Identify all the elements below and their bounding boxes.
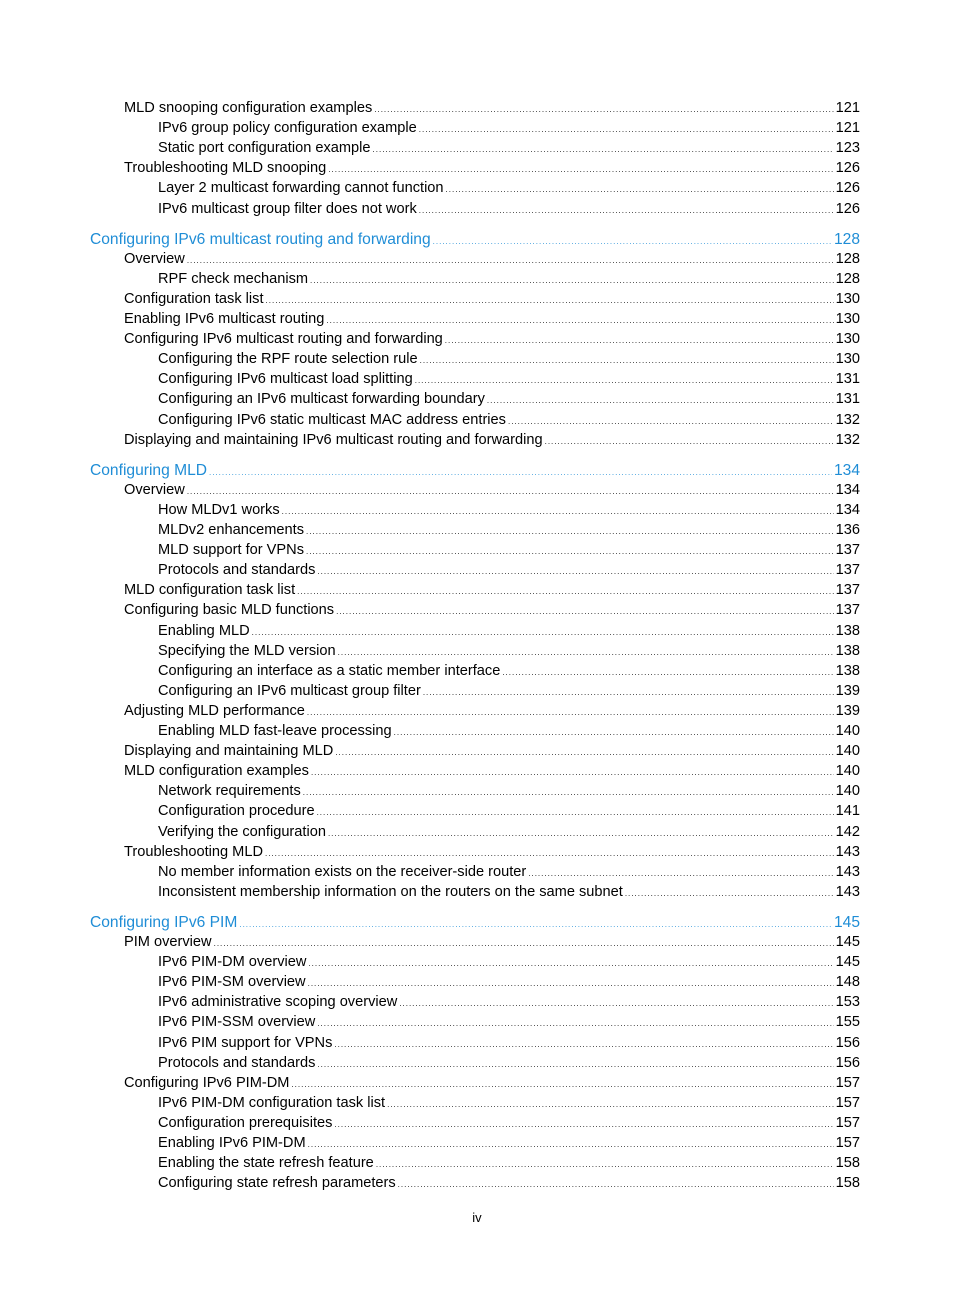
- toc-entry-page-number[interactable]: 156: [835, 1054, 860, 1071]
- toc-entry-page-number[interactable]: 123: [835, 140, 860, 157]
- toc-entry-page-number[interactable]: 158: [835, 1175, 860, 1192]
- toc-entry-title[interactable]: Configuring MLD: [90, 461, 208, 479]
- toc-chapter-entry[interactable]: [90, 914, 860, 932]
- dot-leader: [336, 607, 834, 616]
- toc-entry-page-number[interactable]: 143: [835, 883, 860, 900]
- toc-entry[interactable]: [158, 974, 860, 990]
- dot-leader: [419, 206, 834, 215]
- toc-entry-title[interactable]: MLD configuration task list: [124, 582, 296, 599]
- dot-leader: [338, 648, 834, 657]
- toc-entry-title[interactable]: How MLDv1 works: [158, 501, 280, 518]
- toc-entry-title[interactable]: Configuring IPv6 PIM: [90, 913, 238, 931]
- toc-entry-title[interactable]: Configuring IPv6 PIM-DM: [124, 1074, 290, 1091]
- toc-entry[interactable]: [158, 623, 860, 639]
- toc-entry[interactable]: [124, 1075, 860, 1091]
- toc-entry-page-number[interactable]: 143: [835, 843, 860, 860]
- toc-entry-page-number[interactable]: 140: [835, 723, 860, 739]
- toc-entry-page-number[interactable]: 155: [835, 1014, 860, 1031]
- toc-entry-title[interactable]: Enabling IPv6 PIM-DM: [158, 1135, 306, 1151]
- toc-entry[interactable]: [158, 1175, 860, 1191]
- toc-entry-title[interactable]: Inconsistent membership information on the routers on the same subnet: [158, 883, 623, 900]
- toc-entry-page-number[interactable]: 136: [835, 522, 860, 538]
- toc-entry-title[interactable]: Configuring basic MLD functions: [124, 602, 335, 619]
- toc-entry-title[interactable]: IPv6 administrative scoping overview: [158, 994, 398, 1011]
- dot-leader: [445, 336, 834, 345]
- toc-entry[interactable]: [158, 954, 860, 970]
- dot-leader: [328, 829, 834, 838]
- toc-entry[interactable]: [124, 934, 860, 950]
- toc-entry[interactable]: [158, 783, 860, 799]
- toc-entry-page-number[interactable]: 126: [835, 180, 860, 197]
- toc-entry[interactable]: [158, 1135, 860, 1151]
- toc-entry-page-number[interactable]: 139: [835, 702, 860, 719]
- toc-entry[interactable]: [158, 723, 860, 739]
- toc-entry-page-number[interactable]: 137: [835, 562, 860, 579]
- toc-entry-title[interactable]: No member information exists on the receiver-side router: [158, 863, 527, 880]
- toc-entry-page-number[interactable]: 141: [835, 803, 860, 820]
- dot-leader: [214, 939, 834, 948]
- dot-leader: [487, 396, 834, 405]
- dot-leader: [307, 708, 834, 717]
- toc-entry-title[interactable]: Displaying and maintaining IPv6 multicast routing and forwarding: [124, 431, 543, 448]
- toc-entry-title[interactable]: Protocols and standards: [158, 1054, 316, 1071]
- toc-entry[interactable]: [158, 864, 860, 880]
- toc-entry-title[interactable]: Overview: [124, 481, 185, 498]
- toc-entry-title[interactable]: Configuring IPv6 multicast routing and forwarding: [124, 331, 443, 348]
- toc-entry-page-number[interactable]: 140: [835, 763, 860, 780]
- toc-entry-title[interactable]: Configuration task list: [124, 290, 264, 307]
- toc-entry-title[interactable]: MLD support for VPNs: [158, 542, 304, 559]
- toc-entry-page-number[interactable]: 138: [835, 662, 860, 679]
- toc-entry[interactable]: [158, 1035, 860, 1051]
- toc-entry-title[interactable]: RPF check mechanism: [158, 270, 309, 287]
- toc-entry-page-number[interactable]: 140: [835, 743, 860, 760]
- dot-leader: [311, 768, 834, 777]
- dot-leader: [317, 567, 833, 576]
- toc-entry-title[interactable]: Configuring IPv6 multicast load splitting: [158, 371, 413, 388]
- toc-entry-title[interactable]: Overview: [124, 250, 185, 267]
- toc-entry-page-number[interactable]: 132: [835, 411, 860, 428]
- toc-entry-title[interactable]: PIM overview: [124, 934, 212, 950]
- dot-leader: [502, 668, 833, 677]
- toc-entry-page-number[interactable]: 138: [835, 622, 860, 639]
- toc-entry-title[interactable]: IPv6 PIM-DM overview: [158, 954, 307, 971]
- dot-leader: [446, 185, 834, 194]
- toc-entry-title[interactable]: Enabling IPv6 multicast routing: [124, 311, 325, 327]
- toc-chapter-entry[interactable]: [90, 231, 860, 249]
- dot-leader: [528, 869, 833, 878]
- toc-entry-page-number[interactable]: 137: [835, 542, 860, 559]
- dot-leader: [266, 296, 834, 305]
- toc-entry-title[interactable]: MLDv2 enhancements: [158, 522, 305, 538]
- dot-leader: [419, 125, 834, 134]
- toc-entry-page-number[interactable]: 134: [833, 461, 860, 479]
- toc-entry-page-number[interactable]: 134: [835, 481, 860, 498]
- toc-entry-title[interactable]: Configuration procedure: [158, 803, 315, 820]
- toc-entry[interactable]: [158, 824, 860, 840]
- dot-leader: [209, 468, 832, 477]
- toc-entry[interactable]: [124, 482, 860, 498]
- dot-leader: [252, 628, 834, 637]
- toc-entry[interactable]: [124, 602, 860, 618]
- toc-entry-page-number[interactable]: 139: [835, 682, 860, 699]
- toc-entry[interactable]: [124, 251, 860, 267]
- dot-leader: [374, 105, 833, 114]
- dot-leader: [306, 547, 834, 556]
- dot-leader: [291, 1080, 833, 1089]
- toc-entry-page-number[interactable]: 137: [835, 602, 860, 619]
- toc-entry-page-number[interactable]: 132: [835, 431, 860, 448]
- toc-entry[interactable]: [158, 1055, 860, 1071]
- toc-entry[interactable]: [158, 884, 860, 900]
- toc-entry-page-number[interactable]: 130: [835, 290, 860, 307]
- toc-entry[interactable]: [158, 371, 860, 387]
- toc-entry[interactable]: [158, 1095, 860, 1111]
- toc-entry-title[interactable]: Enabling MLD: [158, 622, 250, 639]
- toc-entry-title[interactable]: IPv6 PIM support for VPNs: [158, 1034, 333, 1051]
- dot-leader: [545, 437, 834, 446]
- toc-entry-page-number[interactable]: 138: [835, 642, 860, 659]
- dot-leader: [376, 1160, 834, 1169]
- toc-entry-title[interactable]: Verifying the configuration: [158, 823, 326, 840]
- toc-entry-title[interactable]: Configuring IPv6 multicast routing and forwarding: [90, 230, 431, 248]
- dot-leader: [317, 1060, 833, 1069]
- toc-entry[interactable]: [158, 803, 860, 819]
- toc-entry-title[interactable]: Protocols and standards: [158, 562, 316, 579]
- toc-entry-page-number[interactable]: 145: [835, 934, 860, 950]
- toc-entry[interactable]: [124, 844, 860, 860]
- toc-entry-page-number[interactable]: 130: [835, 331, 860, 348]
- toc-entry-title[interactable]: MLD configuration examples: [124, 763, 309, 780]
- toc-entry-title[interactable]: Network requirements: [158, 783, 301, 800]
- dot-leader: [394, 728, 834, 737]
- toc-entry-page-number[interactable]: 142: [835, 823, 860, 840]
- toc-entry-title[interactable]: Configuring an IPv6 multicast forwarding boundary: [158, 391, 485, 408]
- toc-entry[interactable]: [124, 331, 860, 347]
- toc-entry-page-number[interactable]: 137: [835, 582, 860, 599]
- dot-leader: [308, 959, 833, 968]
- toc-entry-title[interactable]: Specifying the MLD version: [158, 642, 336, 659]
- toc-entry-page-number[interactable]: 126: [835, 160, 860, 177]
- dot-leader: [306, 527, 834, 536]
- dot-leader: [187, 487, 834, 496]
- toc-entry-page-number[interactable]: 140: [835, 783, 860, 800]
- toc-entry-page-number[interactable]: 145: [833, 913, 860, 931]
- dot-leader: [415, 376, 834, 385]
- toc-entry-title[interactable]: Adjusting MLD performance: [124, 702, 305, 719]
- toc-entry[interactable]: [158, 412, 860, 428]
- toc-entry-title[interactable]: Configuring state refresh parameters: [158, 1175, 396, 1192]
- dot-leader: [310, 276, 834, 285]
- toc-entry[interactable]: [124, 100, 860, 116]
- toc-entry-page-number[interactable]: 130: [835, 351, 860, 368]
- toc-chapter-entry[interactable]: [90, 462, 860, 480]
- toc-entry-page-number[interactable]: 158: [835, 1155, 860, 1172]
- toc-entry-title[interactable]: Configuring an IPv6 multicast group filter: [158, 682, 421, 699]
- dot-leader: [423, 688, 834, 697]
- dot-leader: [399, 999, 833, 1008]
- toc-entry-title[interactable]: MLD snooping configuration examples: [124, 100, 373, 116]
- toc-entry[interactable]: [158, 994, 860, 1010]
- toc-entry-page-number[interactable]: 153: [835, 994, 860, 1011]
- toc-entry[interactable]: [158, 1115, 860, 1131]
- toc-entry-title[interactable]: IPv6 PIM-SSM overview: [158, 1014, 316, 1031]
- toc-entry-page-number[interactable]: 157: [835, 1094, 860, 1111]
- dot-leader: [308, 1140, 834, 1149]
- toc-entry[interactable]: [158, 542, 860, 558]
- toc-entry[interactable]: [158, 643, 860, 659]
- dot-leader: [387, 1100, 834, 1109]
- toc-entry-title[interactable]: Troubleshooting MLD: [124, 843, 263, 860]
- toc-entry-title[interactable]: Displaying and maintaining MLD: [124, 743, 334, 760]
- dot-leader: [317, 808, 834, 817]
- toc-entry[interactable]: [158, 120, 860, 136]
- toc-entry-title[interactable]: IPv6 PIM-DM configuration task list: [158, 1094, 386, 1111]
- toc-entry-title[interactable]: Static port configuration example: [158, 140, 371, 157]
- toc-entry-page-number[interactable]: 128: [833, 230, 860, 248]
- toc-entry-page-number[interactable]: 145: [835, 954, 860, 971]
- dot-leader: [420, 356, 834, 365]
- dot-leader: [508, 417, 834, 426]
- toc-entry[interactable]: [158, 271, 860, 287]
- toc-entry-page-number[interactable]: 157: [835, 1114, 860, 1131]
- toc-entry-title[interactable]: IPv6 group policy configuration example: [158, 120, 417, 137]
- dot-leader: [433, 237, 832, 246]
- dot-leader: [625, 889, 834, 898]
- dot-leader: [317, 1019, 833, 1028]
- toc-entry-title[interactable]: IPv6 PIM-SM overview: [158, 974, 306, 991]
- dot-leader: [265, 849, 834, 858]
- toc-entry-page-number[interactable]: 131: [835, 371, 860, 388]
- dot-leader: [326, 316, 833, 325]
- toc-entry[interactable]: [158, 180, 860, 196]
- toc-entry[interactable]: [124, 763, 860, 779]
- dot-leader: [303, 788, 834, 797]
- dot-leader: [334, 1120, 833, 1129]
- toc-entry-title[interactable]: Configuring the RPF route selection rule: [158, 351, 418, 368]
- toc-entry-page-number[interactable]: 128: [835, 270, 860, 287]
- toc-entry[interactable]: [124, 291, 860, 307]
- toc-entry-title[interactable]: Configuration prerequisites: [158, 1114, 333, 1131]
- dot-leader: [373, 145, 834, 154]
- dot-leader: [398, 1180, 834, 1189]
- toc-entry[interactable]: [158, 522, 860, 538]
- toc-entry-page-number[interactable]: 131: [835, 391, 860, 408]
- dot-leader: [308, 979, 834, 988]
- toc-entry-page-number[interactable]: 156: [835, 1034, 860, 1051]
- toc-entry[interactable]: [124, 743, 860, 759]
- toc-entry-title[interactable]: Layer 2 multicast forwarding cannot function: [158, 180, 444, 197]
- toc-entry[interactable]: [158, 391, 860, 407]
- toc-entry-page-number[interactable]: 126: [835, 200, 860, 217]
- dot-leader: [335, 748, 833, 757]
- dot-leader: [328, 165, 833, 174]
- toc-entry-page-number[interactable]: 148: [835, 974, 860, 991]
- toc-entry-title[interactable]: Troubleshooting MLD snooping: [124, 160, 327, 177]
- toc-entry-title[interactable]: IPv6 multicast group filter does not work: [158, 200, 417, 217]
- page-footer-number: iv: [472, 1210, 482, 1225]
- toc-entry[interactable]: [158, 1155, 860, 1171]
- dot-leader: [239, 920, 832, 929]
- toc-entry-title[interactable]: Configuring IPv6 static multicast MAC address entries: [158, 411, 506, 428]
- toc-entry-title[interactable]: Configuring an interface as a static member interface: [158, 662, 501, 679]
- toc-entry[interactable]: [124, 160, 860, 176]
- toc-entry[interactable]: [158, 663, 860, 679]
- dot-leader: [282, 507, 834, 516]
- toc-entry[interactable]: [158, 562, 860, 578]
- toc-entry[interactable]: [158, 1014, 860, 1030]
- toc-entry-page-number[interactable]: 157: [835, 1135, 860, 1151]
- toc-entry-page-number[interactable]: 121: [835, 100, 860, 116]
- toc-entry[interactable]: [158, 683, 860, 699]
- toc-entry-page-number[interactable]: 134: [835, 501, 860, 518]
- toc-entry[interactable]: [158, 201, 860, 217]
- toc-entry-page-number[interactable]: 130: [835, 311, 860, 327]
- toc-entry-title[interactable]: Enabling the state refresh feature: [158, 1155, 374, 1172]
- toc-entry-page-number[interactable]: 121: [835, 120, 860, 137]
- dot-leader: [297, 587, 833, 596]
- toc-entry[interactable]: [124, 432, 860, 448]
- toc-entry[interactable]: [124, 311, 860, 327]
- toc-entry-title[interactable]: Enabling MLD fast-leave processing: [158, 723, 392, 739]
- toc-entry[interactable]: [158, 140, 860, 156]
- toc-entry[interactable]: [158, 502, 860, 518]
- toc-entry[interactable]: [124, 582, 860, 598]
- dot-leader: [187, 256, 834, 265]
- toc-entry[interactable]: [124, 703, 860, 719]
- toc-entry-page-number[interactable]: 157: [835, 1074, 860, 1091]
- dot-leader: [334, 1040, 833, 1049]
- toc-entry-page-number[interactable]: 143: [835, 863, 860, 880]
- toc-entry[interactable]: [158, 351, 860, 367]
- toc-entry-page-number[interactable]: 128: [835, 250, 860, 267]
